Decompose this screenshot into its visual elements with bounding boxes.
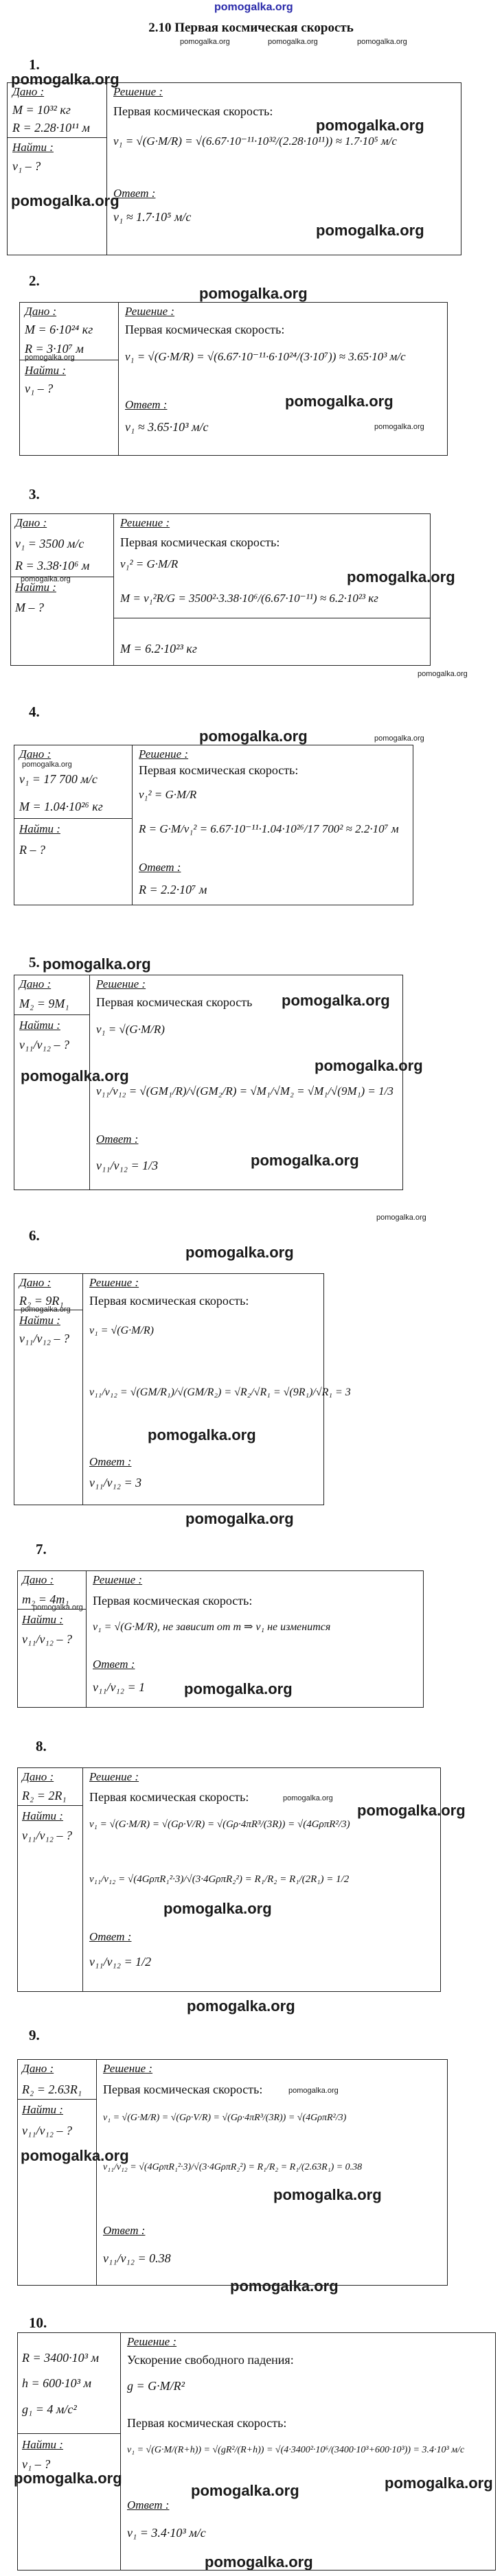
find-value: v₁ – ? [12,159,41,173]
given-line: h = 600·10³ м [22,2376,92,2390]
watermark: pomogalka.org [374,423,424,431]
given-label: Дано : [22,1770,54,1783]
watermark: pomogalka.org [285,393,393,410]
solution-label: Решение : [103,2062,153,2075]
watermark: pomogalka.org [230,2277,339,2295]
find-value: R – ? [19,843,45,857]
watermark: pomogalka.org [283,1794,333,1802]
answer-label: Ответ : [89,1455,132,1468]
watermark: pomogalka.org [385,2474,493,2492]
watermark: pomogalka.org [21,2147,129,2164]
watermark: pomogalka.org [376,1214,426,1222]
given-label: Дано : [19,747,52,761]
formula: v₁² = G·M/R [139,788,197,801]
answer-label: Ответ : [93,1658,135,1671]
answer-label: Ответ : [96,1133,139,1146]
watermark: pomogalka.org [43,955,151,973]
given-line: R₂ = 9R₁ [19,1294,64,1308]
watermark: pomogalka.org [21,1306,71,1314]
watermark: pomogalka.org [185,1510,294,1527]
problem-number: 7. [36,1541,47,1557]
solution-label: Решение : [125,305,175,318]
given-line: M₂ = 9M₁ [19,997,69,1010]
find-label: Найти : [22,1809,63,1822]
watermark: pomogalka.org [11,192,119,209]
answer-label: Ответ : [125,398,168,411]
solution-label: Решение : [93,1573,143,1586]
given-label: Дано : [25,305,57,318]
answer-value: v₁₁/v₁₂ = 0.38 [103,2251,171,2265]
formula: v₁ = √(G·M/R) = √(Gρ·V/R) = √(Gρ·4πR³/(3R)) = √(4GρπR²/3) [89,1819,350,1830]
formula: v₁² = G·M/R [120,557,179,570]
watermark: pomogalka.org [357,38,407,46]
solution-heading: Первая космическая скорость: [125,323,285,336]
problem-number: 3. [29,486,40,502]
find-label: Найти : [19,822,60,835]
watermark: pomogalka.org [163,1900,272,1917]
find-value: v₁₁/v₁₂ – ? [19,1038,70,1052]
formula: v₁ = √(G·M/R) [89,1325,154,1336]
watermark: pomogalka.org [251,1152,359,1169]
solution-heading: Первая космическая скорость: [89,1294,249,1308]
given-label: Дано : [12,85,45,98]
formula: v₁ = √(G·M/R) = √(6.67·10⁻¹¹·10³²/(2.28·10¹¹)) ≈ 1.7·10⁵ м/с [113,135,397,148]
problem-number: 2. [29,272,40,289]
watermark: pomogalka.org [374,734,424,743]
watermark: pomogalka.org [22,761,72,769]
solution-label: Решение : [139,747,189,761]
formula: v₁ = √(G·M/R) = √(Gρ·V/R) = √(Gρ·4πR³/(3R)) = √(4GρπR²/3) [103,2113,347,2123]
watermark: pomogalka.org [282,992,390,1009]
given-line: R = 3400·10³ м [22,2351,100,2365]
given-line: M = 10³² кг [12,103,71,117]
answer-label: Ответ : [103,2224,146,2237]
formula: v₁ = √(G·M/R) = √(6.67·10⁻¹¹·6·10²⁴/(3·10⁷)) ≈ 3.65·10³ м/с [125,350,406,363]
solution-heading: Первая космическая скорость: [93,1594,253,1608]
find-value: v₁₁/v₁₂ – ? [22,1632,73,1646]
answer-label: Ответ : [113,187,156,200]
watermark: pomogalka.org [191,2482,299,2499]
watermark: pomogalka.org [21,575,71,583]
given-line: v₁ = 3500 м/с [15,537,84,550]
answer-value: v₁₁/v₁₂ = 3 [89,1476,142,1489]
watermark: pomogalka.org [14,2470,122,2487]
problem-number: 1. [29,56,40,73]
answer-value: M = 6.2·10²³ кг [120,642,197,655]
formula: g = G·M/R² [127,2379,185,2393]
answer-value: v₁₁/v₁₂ = 1 [93,1680,146,1694]
answer-value: v₁₁/v₁₂ = 1/3 [96,1159,159,1172]
formula: v₁₁/v₁₂ = √(GM/R₁)/√(GM/R₂) = √R₂/√R₁ = √(9R₁)/√R₁ = 3 [89,1386,351,1398]
given-line: R = 3.38·10⁶ м [15,559,90,572]
problem-number: 5. [29,954,40,971]
find-value: v₁₁/v₁₂ – ? [19,1332,70,1345]
formula: v₁ = √(G·M/R) [96,1023,165,1036]
find-label: Найти : [22,1613,63,1626]
watermark: pomogalka.org [357,1802,466,1819]
given-line: v₁ = 17 700 м/с [19,772,98,786]
solution-heading: Ускорение свободного падения: [127,2353,294,2367]
find-value: v₁ – ? [25,382,54,395]
answer-value: v₁ = 3.4·10³ м/с [127,2526,206,2540]
formula: v₁₁/v₁₂ = √(4GρπR₁²·3)/√(3·4GρπR₂²) = R₁/R₂ = R₁/(2.63R₁) = 0.38 [103,2162,363,2172]
given-line: R = 2.28·10¹¹ м [12,121,90,135]
formula: R = G·M/v₁² = 6.67·10⁻¹¹·1.04·10²⁶/17 700² ≈ 2.2·10⁷ м [139,822,399,835]
find-value: v₁ – ? [22,2457,51,2471]
watermark: pomogalka.org [21,1067,129,1084]
given-label: Дано : [22,2062,54,2075]
formula: v₁ = √(G·M/(R+h)) = √(gR²/(R+h)) = √(4·3400²·10⁶/(3400·10³+600·10³)) = 3.4·10³ м/с [127,2445,465,2455]
watermark: pomogalka.org [148,1426,256,1443]
solution-heading: Первая космическая скорость: [139,763,299,777]
given-line: M = 1.04·10²⁶ кг [19,800,103,813]
solution-label: Решение : [127,2335,177,2348]
formula: v₁ = √(G·M/R), не зависит от m ⇒ v₁ не изменится [93,1621,331,1633]
find-label: Найти : [15,581,56,594]
watermark: pomogalka.org [180,38,230,46]
given-label: Дано : [19,977,52,990]
find-label: Найти : [22,2438,63,2451]
watermark: pomogalka.org [25,353,75,362]
problem-number: 9. [29,2027,40,2043]
find-label: Найти : [22,2103,63,2116]
find-label: Найти : [19,1314,60,1327]
given-line: R₂ = 2.63R₁ [22,2082,82,2096]
answer-value: v₁₁/v₁₂ = 1/2 [89,1955,152,1969]
solution-heading: Первая космическая скорость: [127,2416,287,2430]
solution-label: Решение : [120,516,170,529]
formula: M = v₁²R/G = 3500²·3.38·10⁶/(6.67·10⁻¹¹) ≈ 6.2·10²³ кг [120,592,378,605]
answer-label: Ответ : [89,1930,132,1943]
watermark: pomogalka.org [199,728,308,745]
watermark: pomogalka.org [316,117,424,134]
problem-number: 6. [29,1227,40,1244]
given-label: Дано : [22,1573,54,1586]
watermark: pomogalka.org [205,2553,313,2571]
solution-heading: Первая космическая скорость: [120,535,280,549]
solution-heading: Первая космическая скорость: [89,1790,249,1804]
watermark: pomogalka.org [316,222,424,239]
solution-heading: Первая космическая скорость [96,995,253,1009]
formula: v₁₁/v₁₂ = √(4GρπR₁²·3)/√(3·4GρπR₂²) = R₁/R₂ = R₁/(2R₁) = 1/2 [89,1874,350,1885]
given-line: R = 3·10⁷ м [25,342,84,356]
find-value: v₁₁/v₁₂ – ? [22,1829,73,1842]
solution-label: Решение : [89,1770,139,1783]
answer-value: R = 2.2·10⁷ м [139,883,207,896]
solution-label: Решение : [96,977,146,990]
watermark: pomogalka.org [273,2186,382,2203]
formula: v₁₁/v₁₂ = √(GM₁/R)/√(GM₂/R) = √M₁/√M₂ = √M₁/√(9M₁) = 1/3 [96,1084,393,1098]
answer-value: v₁ ≈ 1.7·10⁵ м/с [113,210,192,224]
watermark: pomogalka.org [199,285,308,302]
problem-number: 8. [36,1738,47,1754]
watermark: pomogalka.org [187,1997,295,2015]
page-title: 2.10 Первая космическая скорость [148,21,354,35]
watermark: pomogalka.org [33,1603,83,1612]
given-label: Дано : [19,1276,52,1289]
find-value: v₁₁/v₁₂ – ? [22,2124,73,2137]
find-value: M – ? [15,601,44,614]
find-label: Найти : [25,364,66,377]
watermark: pomogalka.org [184,1680,293,1697]
watermark: pomogalka.org [418,670,468,678]
watermark: pomogalka.org [185,1244,294,1261]
watermark: pomogalka.org [315,1057,423,1074]
given-line: g₁ = 4 м/с² [22,2402,77,2416]
solution-heading: Первая космическая скорость: [103,2082,263,2096]
solution-heading: Первая космическая скорость: [113,104,273,118]
given-label: Дано : [15,516,47,529]
solution-label: Решение : [113,85,163,98]
watermark: pomogalka.org [11,71,119,88]
site-logo[interactable]: pomogalka.org [214,1,293,13]
problem-number: 10. [29,2314,47,2331]
given-line: m₂ = 4m₁ [22,1592,69,1606]
given-line: R₂ = 2R₁ [22,1789,67,1802]
find-label: Найти : [12,141,54,154]
given-line: M = 6·10²⁴ кг [25,323,93,336]
find-label: Найти : [19,1019,60,1032]
answer-label: Ответ : [139,861,181,874]
watermark: pomogalka.org [347,568,455,585]
answer-value: v₁ ≈ 3.65·10³ м/с [125,420,209,434]
solution-label: Решение : [89,1276,139,1289]
watermark: pomogalka.org [268,38,318,46]
problem-number: 4. [29,704,40,720]
answer-label: Ответ : [127,2498,170,2511]
watermark: pomogalka.org [288,2087,339,2095]
